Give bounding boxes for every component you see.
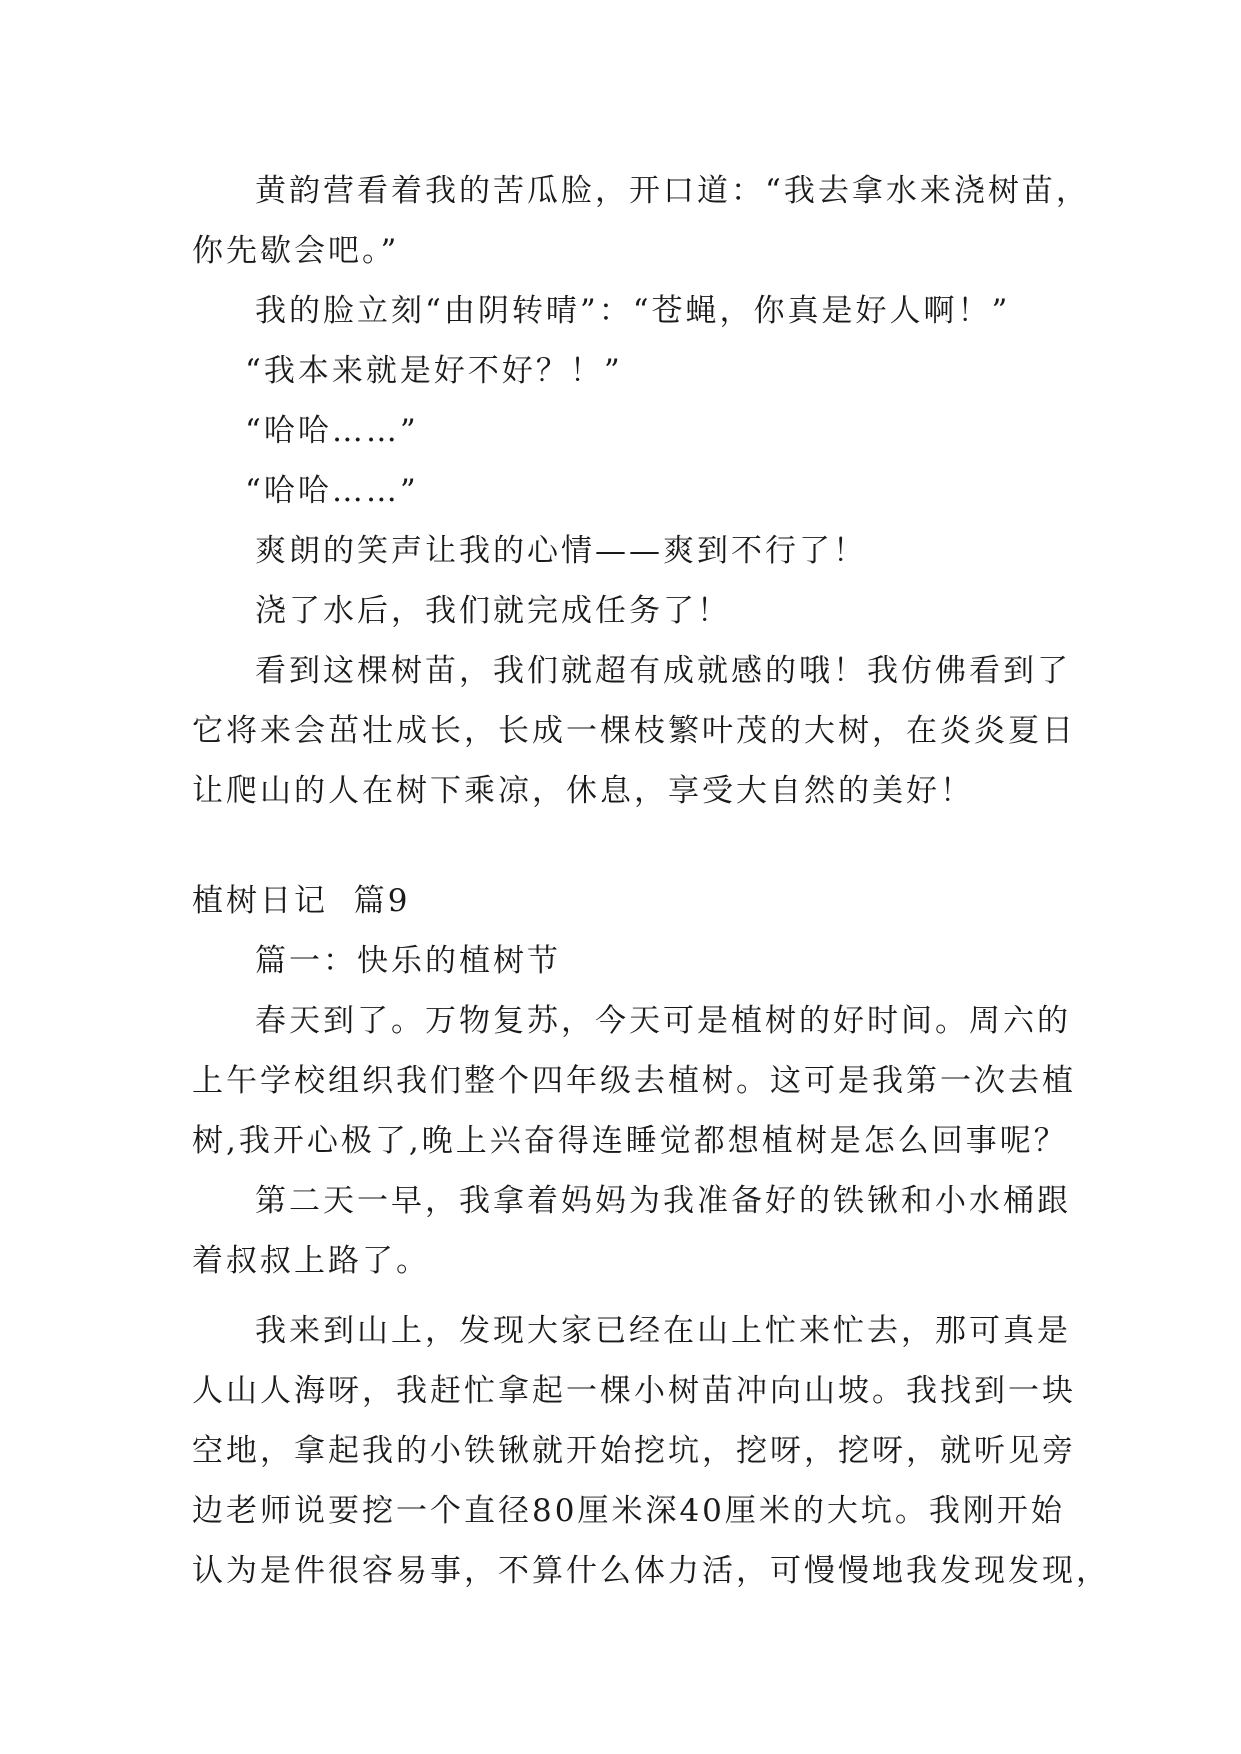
paragraph-line: 看到这棵树苗，我们就超有成就感的哦！我仿佛看到了 [255,653,1071,689]
paragraph-line: 空地，拿起我的小铁锹就开始挖坑，挖呀，挖呀，就听见旁 [192,1433,1076,1469]
section-heading: 植树日记 篇9 [192,883,411,919]
dialogue-line: “哈哈……” [245,413,419,449]
paragraph-line: 我来到山上，发现大家已经在山上忙来忙去，那可真是 [255,1313,1071,1349]
paragraph-line: 爽朗的笑声让我的心情——爽到不行了！ [255,533,867,569]
paragraph-line: 让爬山的人在树下乘凉，休息，享受大自然的美好！ [192,773,974,809]
paragraph-line: 上午学校组织我们整个四年级去植树。这可是我第一次去植 [192,1063,1076,1099]
paragraph-line: 春天到了。万物复苏，今天可是植树的好时间。周六的 [255,1003,1071,1039]
dialogue-line: “我本来就是好不好？！” [245,353,623,389]
paragraph-line: 我的脸立刻“由阴转晴”：“苍蝇，你真是好人啊！” [255,293,1011,329]
paragraph-line: 浇了水后，我们就完成任务了！ [255,593,731,629]
paragraph-line: 人山人海呀，我赶忙拿起一棵小树苗冲向山坡。我找到一块 [192,1373,1076,1409]
paragraph-line: 认为是件很容易事，不算什么体力活，可慢慢地我发现发现， [192,1553,1110,1589]
subheading: 篇一：快乐的植树节 [255,943,561,979]
paragraph-line: 黄韵营看着我的苦瓜脸，开口道：“我去拿水来浇树苗， [255,173,1090,209]
paragraph-line: 它将来会茁壮成长，长成一棵枝繁叶茂的大树，在炎炎夏日 [192,713,1076,749]
paragraph-line: 树,我开心极了,晚上兴奋得连睡觉都想植树是怎么回事呢？ [192,1123,1068,1159]
paragraph-line: 第二天一早，我拿着妈妈为我准备好的铁锹和小水桶跟 [255,1183,1071,1219]
paragraph-line: 你先歇会吧。” [192,233,400,269]
paragraph-line: 着叔叔上路了。 [192,1243,430,1279]
paragraph-line: 边老师说要挖一个直径80厘米深40厘米的大坑。我刚开始 [192,1493,1065,1529]
dialogue-line: “哈哈……” [245,473,419,509]
